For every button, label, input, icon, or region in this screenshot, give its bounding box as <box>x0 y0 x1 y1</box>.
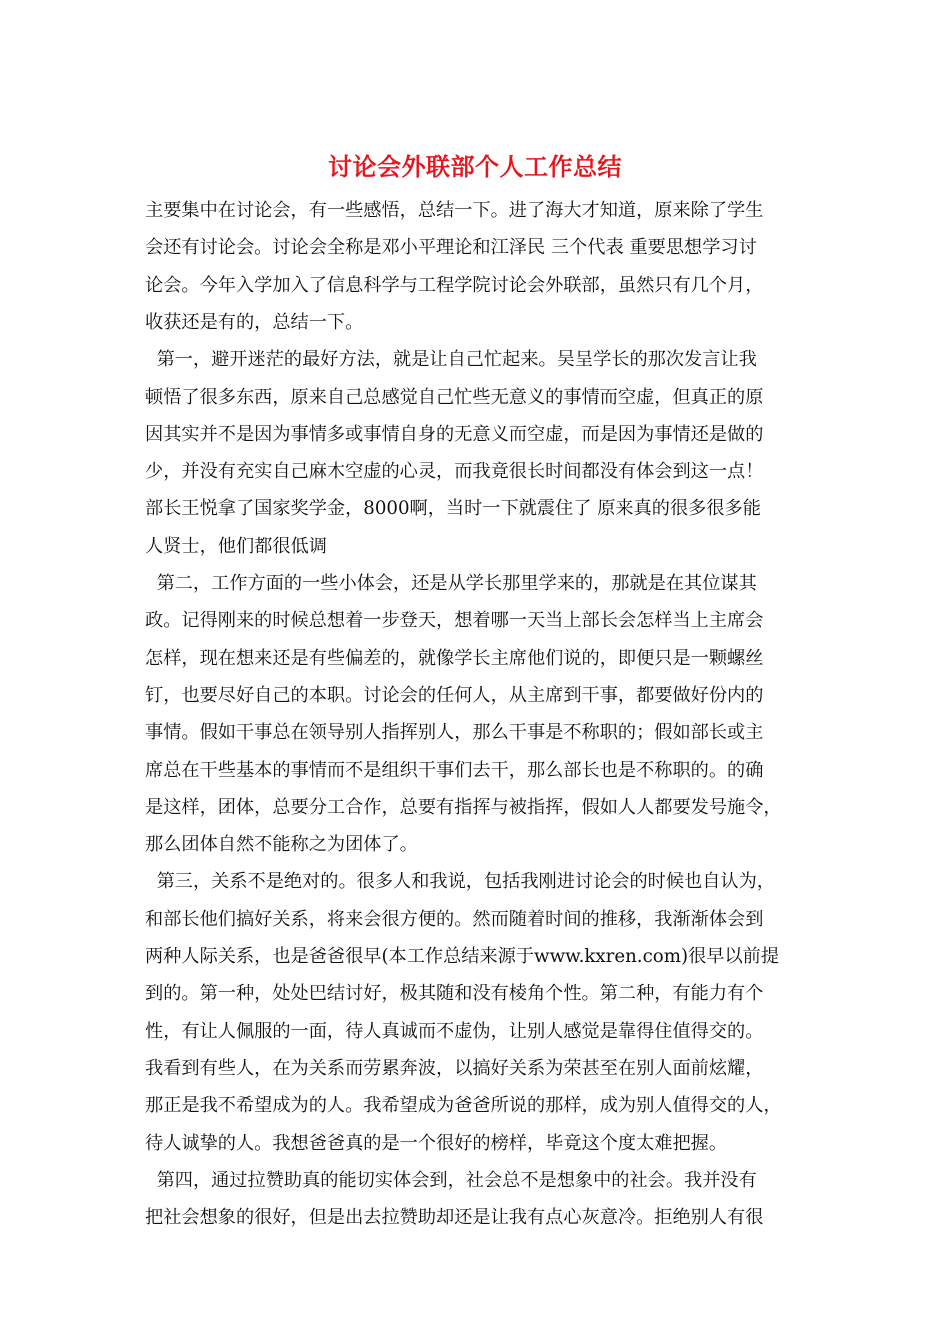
body-line: 政。记得刚来的时候总想着一步登天，想着哪一天当上部长会怎样当上主席会 <box>145 610 764 632</box>
body-line: 顿悟了很多东西，原来自己总感觉自己忙些无意义的事情而空虚，但真正的原 <box>145 386 764 408</box>
body-line: 是这样，团体，总要分工合作，总要有指挥与被指挥，假如人人都要发号施令， <box>145 796 782 818</box>
body-line: 性，有让人佩服的一面，待人真诚而不虚伪，让别人感觉是靠得住值得交的。 <box>145 1020 764 1042</box>
body-line: 到的。第一种，处处巴结讨好，极其随和没有棱角个性。第二种，有能力有个 <box>145 983 764 1005</box>
body-line: 主要集中在讨论会，有一些感悟，总结一下。进了海大才知道，原来除了学生 <box>145 200 764 221</box>
body-line: 第三，关系不是绝对的。很多人和我说，包括我刚进讨论会的时候也自认为， <box>145 871 775 893</box>
body-line: 人贤士，他们都很低调 <box>145 535 327 557</box>
body-line: 怎样，现在想来还是有些偏差的，就像学长主席他们说的，即便只是一颗螺丝 <box>145 647 764 669</box>
body-line: 钉，也要尽好自己的本职。讨论会的任何人，从主席到干事，都要做好份内的 <box>145 684 764 706</box>
body-line: 部长王悦拿了国家奖学金，8000啊，当时一下就震住了 原来真的很多很多能 <box>145 498 761 520</box>
body-line: 那正是我不希望成为的人。我希望成为爸爸所说的那样，成为别人值得交的人， <box>145 1095 782 1117</box>
body-line: 席总在干些基本的事情而不是组织干事们去干，那么部长也是不称职的。的确 <box>145 759 764 781</box>
body-line: 和部长他们搞好关系，将来会很方便的。然而随着时间的推移，我渐渐体会到 <box>145 908 764 930</box>
body-line: 第四，通过拉赞助真的能切实体会到，社会总不是想象中的社会。我并没有 <box>145 1169 757 1191</box>
body-line: 会还有讨论会。讨论会全称是邓小平理论和江泽民 三个代表 重要思想学习讨 <box>145 237 757 259</box>
body-line: 待人诚挚的人。我想爸爸真的是一个很好的榜样，毕竟这个度太难把握。 <box>145 1132 728 1154</box>
body-line: 那么团体自然不能称之为团体了。 <box>145 834 418 856</box>
body-line: 收获还是有的，总结一下。 <box>145 311 364 333</box>
body-line: 论会。今年入学加入了信息科学与工程学院讨论会外联部，虽然只有几个月， <box>145 274 764 296</box>
body-line: 事情。假如干事总在领导别人指挥别人，那么干事是不称职的；假如部长或主 <box>145 722 764 744</box>
body-line: 因其实并不是因为事情多或事情自身的无意义而空虚，而是因为事情还是做的 <box>145 423 764 445</box>
body-line: 两种人际关系，也是爸爸很早(本工作总结来源于www.kxren.com)很早以前提 <box>145 946 780 967</box>
body-line: 把社会想象的很好，但是出去拉赞助却还是让我有点心灰意冷。拒绝别人有很 <box>145 1207 764 1229</box>
body-line: 第二，工作方面的一些小体会，还是从学长那里学来的，那就是在其位谋其 <box>145 573 757 594</box>
body-line: 少，并没有充实自己麻木空虚的心灵，而我竟很长时间都没有体会到这一点！ <box>145 461 764 483</box>
document-title: 讨论会外联部个人工作总结 <box>328 152 622 181</box>
body-line: 第一，避开迷茫的最好方法，就是让自己忙起来。吴呈学长的那次发言让我 <box>145 349 757 371</box>
body-line: 我看到有些人，在为关系而劳累奔波，以搞好关系为荣甚至在别人面前炫耀， <box>145 1057 764 1079</box>
